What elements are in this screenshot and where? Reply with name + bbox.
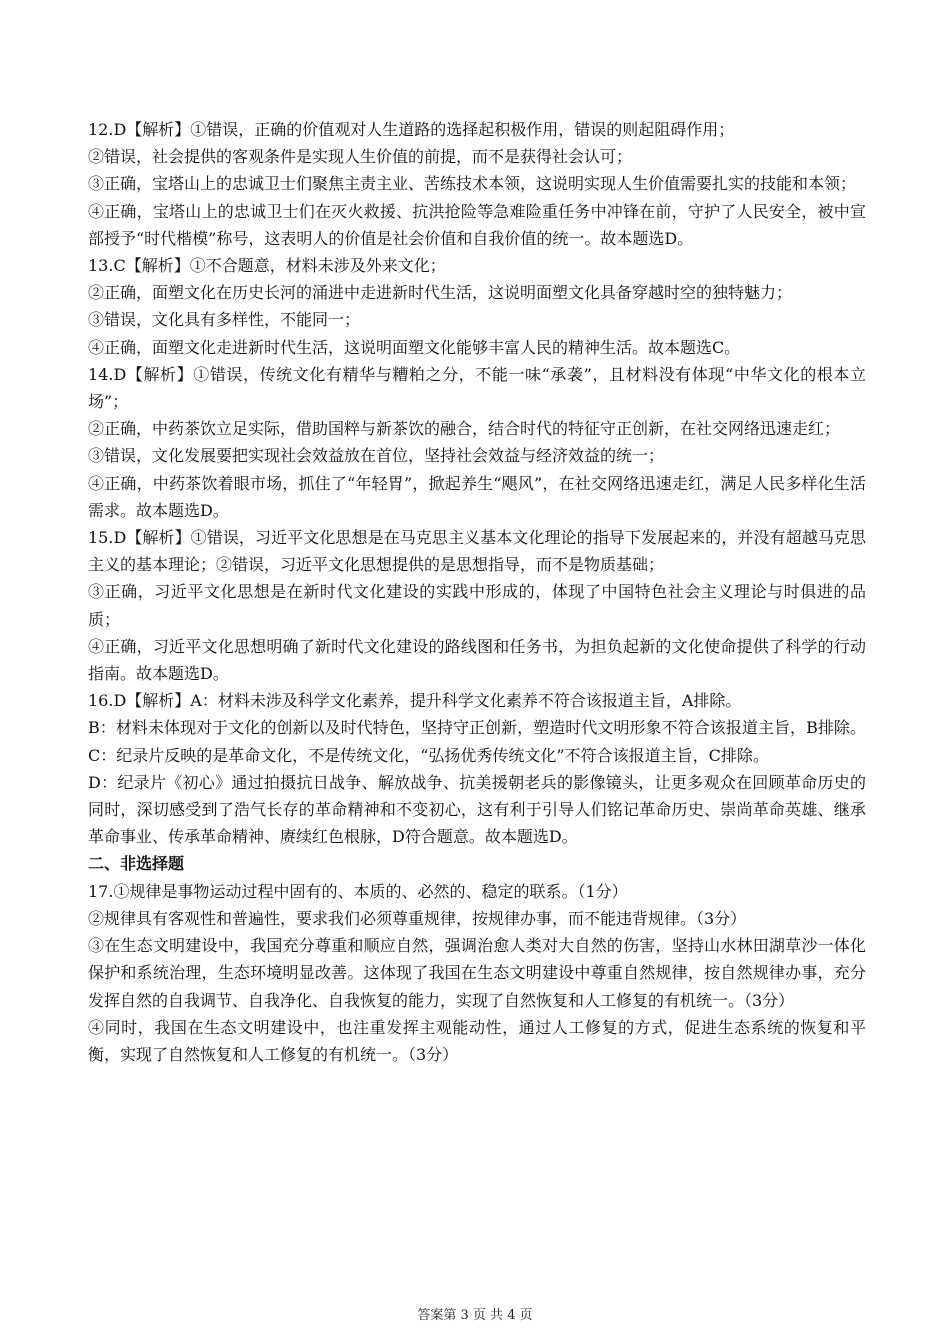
answer-15-line-2: ③正确，习近平文化思想是在新时代文化建设的实践中形成的，体现了中国特色社会主义理论与时俱进的品质；	[88, 582, 866, 629]
answer-14-line-1: 14.D【解析】①错误，传统文化有精华与糟粕之分，不能一味“承袭”，且材料没有体现“中华文化的根本立场”；	[88, 364, 866, 412]
answer-12-line-2: ②错误，社会提供的客观条件是实现人生价值的前提，而不是获得社会认可；	[88, 147, 633, 167]
answer-17-point-1: 17.①规律是事物运动过程中固有的、本质的、必然的、稳定的联系。（1分）	[88, 881, 628, 901]
answer-12-line-4: ④正确，宝塔山上的忠诚卫士们在灭火救援、抗洪抢险等急难险重任务中冲锋在前，守护了人民安全，被中宣部授予“时代楷模”称号，这表明人的价值是社会价值和自我价值的统一。故本题选D。	[88, 201, 866, 248]
answer-13-line-4: ④正确，面塑文化走进新时代生活，这说明面塑文化能够丰富人民的精神生活。故本题选C。	[88, 337, 741, 357]
section-heading: 二、非选择题	[88, 854, 185, 874]
answer-14-line-4: ④正确，中药茶饮着眼市场，抓住了“年轻胃”，掀起养生“飓风”，在社交网络迅速走红，满足人民多样化生活需求。故本题选D。	[88, 473, 866, 520]
answer-12-line-3: ③正确，宝塔山上的忠诚卫士们聚焦主责主业、苦练技术本领，这说明实现人生价值需要扎实的技能和本领；	[88, 174, 857, 194]
page-footer: 答案第 3 页 共 4 页	[417, 1308, 533, 1323]
answer-12-line-1: 12.D【解析】①错误，正确的价值观对人生道路的选择起积极作用，错误的则起阻碍作用；	[88, 120, 735, 139]
answer-14-line-3: ③错误，文化发展要把实现社会效益放在首位，坚持社会效益与经济效益的统一；	[88, 446, 665, 466]
answer-13-line-2: ②正确，面塑文化在历史长河的涌进中走进新时代生活，这说明面塑文化具备穿越时空的独特魅力；	[88, 283, 793, 303]
answer-15-line-3: ④正确，习近平文化思想明确了新时代文化建设的路线图和任务书，为担负起新的文化使命提供了科学的行动指南。故本题选D。	[88, 636, 866, 684]
answer-17-point-4: ④同时，我国在生态文明建设中，也注重发挥主观能动性，通过人工修复的方式，促进生态系统的恢复和平衡，实现了自然恢复和人工修复的有机统一。（3分）	[88, 1017, 866, 1064]
answer-13-line-3: ③错误，文化具有多样性，不能同一；	[88, 310, 361, 330]
answer-content	[88, 116, 866, 1068]
answer-17-point-2: ②规律具有客观性和普遍性，要求我们必须尊重规律，按规律办事，而不能违背规律。（3分）	[88, 908, 747, 928]
answer-17-point-3: ③在生态文明建设中，我国充分尊重和顺应自然，强调治愈人类对大自然的伤害，坚持山水林田湖草沙一体化保护和系统治理，生态环境明显改善。这体现了我国在生态文明建设中尊重自然规律，按自然规律办事，充分发挥自然的自我调节、自我净化、自我恢复的能力，实现了自然恢复和人工修复的有机统一。（3分）	[88, 936, 866, 1010]
answer-14-line-2: ②正确，中药茶饮立足实际，借助国粹与新茶饮的融合，结合时代的特征守正创新，在社交网络迅速走红；	[88, 419, 841, 439]
answer-13-line-1: 13.C【解析】①不合题意，材料未涉及外来文化；	[88, 256, 446, 276]
answer-16-line-1: 16.D【解析】A：材料未涉及科学文化素养，提升科学文化素养不符合该报道主旨，A排除。	[88, 691, 742, 711]
answer-16-line-2: B：材料未体现对于文化的创新以及时代特色，坚持守正创新，塑造时代文明形象不符合该报道主旨，B排除。C：纪录片反映的是革命文化，不是传统文化，“弘扬优秀传统文化”不符合该报道主旨，C排除。	[88, 718, 866, 765]
answer-15-line-1: 15.D【解析】①错误，习近平文化思想是在马克思主义基本文化理论的指导下发展起来的，并没有超越马克思主义的基本理论；②错误，习近平文化思想提供的是思想指导，而不是物质基础；	[88, 528, 866, 575]
answer-16-line-3: D：纪录片《初心》通过拍摄抗日战争、解放战争、抗美援朝老兵的影像镜头，让更多观众在回顾革命历史的同时，深切感受到了浩气长存的革命精神和不变初心，这有利于引导人们铭记革命历史、崇尚革命英雄、继承革命事业、传承革命精神、赓续红色根脉，D符合题意。故本题选D。	[88, 772, 866, 847]
